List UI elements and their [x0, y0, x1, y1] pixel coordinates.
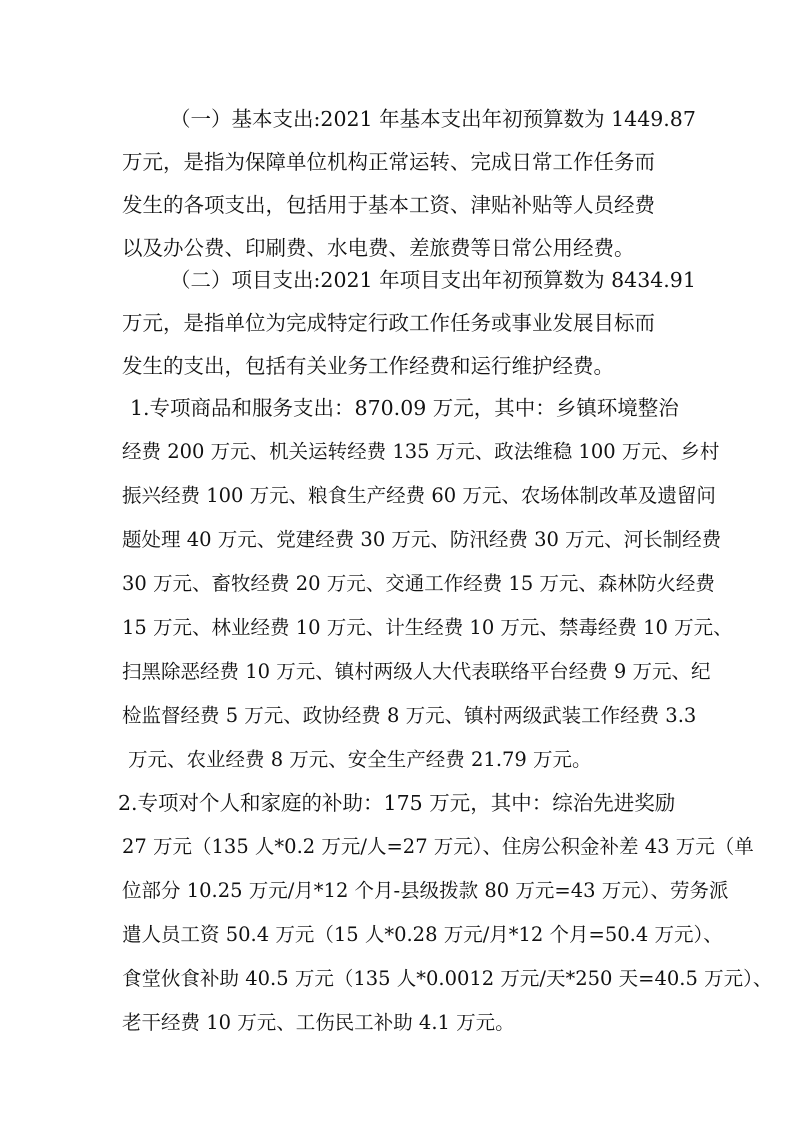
- item-1-line-8: 检监督经费 5 万元、政协经费 8 万元、镇村两级武装工作经费 3.3: [122, 704, 697, 727]
- item-1-line-3: 振兴经费 100 万元、粮食生产经费 60 万元、农场体制改革及遗留问: [122, 484, 716, 507]
- paragraph-basic-line-1: （一）基本支出:2021 年基本支出年初预算数为 1449.87: [170, 107, 696, 131]
- item-2-line-3: 位部分 10.25 万元/月*12 个月-县级拨款 80 万元=43 万元）、劳务派: [122, 879, 729, 902]
- paragraph-basic-line-2: 万元，是指为保障单位机构正常运转、完成日常工作任务而: [122, 150, 655, 174]
- item-2-line-4: 遣人员工资 50.4 万元（15 人*0.28 万元/月*12 个月=50.4 万元）、: [122, 923, 723, 946]
- paragraph-project-line-2: 万元，是指单位为完成特定行政工作任务或事业发展目标而: [122, 311, 655, 335]
- item-2-line-6: 老干经费 10 万元、工伤民工补助 4.1 万元。: [122, 1011, 515, 1034]
- item-2-line-2: 27 万元（135 人*0.2 万元/人=27 万元）、住房公积金补差 43 万元（单: [122, 835, 754, 858]
- item-1-line-5: 30 万元、畜牧经费 20 万元、交通工作经费 15 万元、森林防火经费: [122, 572, 715, 595]
- paragraph-basic-line-4: 以及办公费、印刷费、水电费、差旅费等日常公用经费。: [122, 236, 635, 260]
- item-1-line-4: 题处理 40 万元、党建经费 30 万元、防汛经费 30 万元、河长制经费: [122, 528, 722, 551]
- paragraph-project-line-3: 发生的支出，包括有关业务工作经费和运行维护经费。: [122, 354, 614, 378]
- item-1-line-6: 15 万元、林业经费 10 万元、计生经费 10 万元、禁毒经费 10 万元、: [122, 616, 733, 639]
- item-1-line-2: 经费 200 万元、机关运转经费 135 万元、政法维稳 100 万元、乡村: [122, 440, 720, 463]
- item-1-line-1: 1.专项商品和服务支出：870.09 万元，其中：乡镇环境整治: [130, 396, 679, 420]
- paragraph-basic-line-3: 发生的各项支出，包括用于基本工资、津贴补贴等人员经费: [122, 193, 655, 217]
- item-2-line-5: 食堂伙食补助 40.5 万元（135 人*0.0012 万元/天*250 天=40.5 万元）、: [122, 967, 773, 990]
- paragraph-project-line-1: （二）项目支出:2021 年项目支出年初预算数为 8434.91: [170, 268, 696, 292]
- item-1-line-7: 扫黑除恶经费 10 万元、镇村两级人大代表联络平台经费 9 万元、纪: [122, 660, 711, 683]
- item-1-line-9: 万元、农业经费 8 万元、安全生产经费 21.79 万元。: [128, 748, 592, 771]
- item-2-line-1: 2.专项对个人和家庭的补助：175 万元，其中：综治先进奖励: [118, 791, 676, 815]
